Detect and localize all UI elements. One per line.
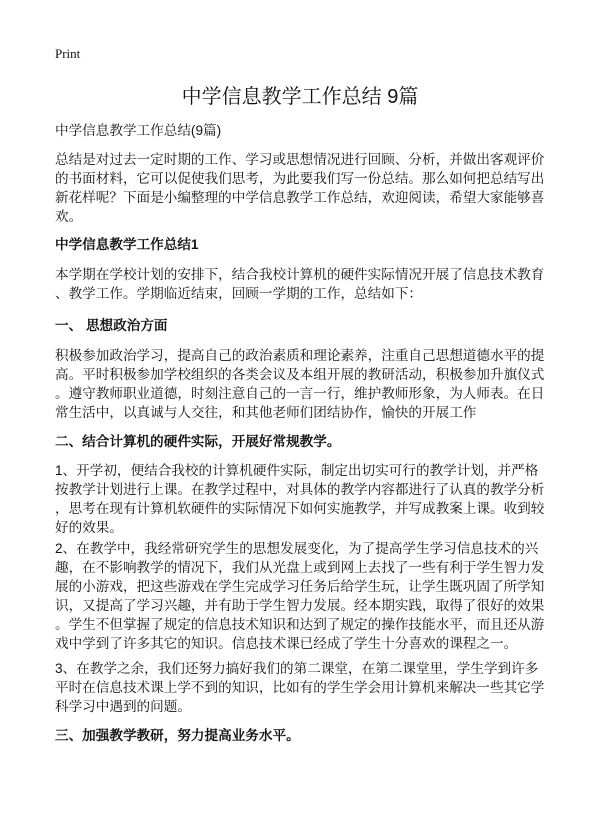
text-line: 常生活中，以真诚与人交往，和其他老师们团结协作，愉快的开展工作: [55, 405, 477, 420]
text-line: 积极参加政治学习，提高自己的政治素质和理论素养，注重自己思想道德水平的提: [55, 348, 545, 363]
text-line: 新花样呢？下面是小编整理的中学信息教学工作总结，欢迎阅读，希望大家能够喜: [55, 190, 545, 205]
paragraph: [55, 659, 555, 716]
paragraph: [55, 265, 555, 303]
text-line: 总结是对过去一定时期的工作、学习或思想情况进行回顾、分析，并做出客观评价: [55, 152, 545, 167]
intro-paragraph: [55, 150, 555, 226]
text-line: 3、在教学之余，我们还努力搞好我们的第二课堂，在第二课堂里，学生学到许多: [55, 661, 539, 676]
text-line: 识，又提高了学习兴趣，并有助于学生智力发展。经本期实践，取得了很好的效果: [55, 598, 545, 613]
text-line: 本学期在学校计划的安排下，结合我校计算机的硬件实际情况开展了信息技术教育: [55, 267, 545, 282]
text-line: 、教学工作。学期临近结束，回顾一学期的工作，总结如下：: [55, 286, 423, 301]
text-line: 的书面材料，它可以促使我们思考，为此要我们写一份总结。那么如何把总结写出: [55, 171, 545, 186]
section-heading: 一、 思想政治方面: [55, 318, 168, 333]
text-line: 科学习中遇到的问题。: [55, 699, 191, 714]
text-line: 展的小游戏，把这些游戏在学生完成学习任务后给学生玩，让学生既巩固了所学知: [55, 579, 545, 594]
paragraph: [55, 539, 555, 653]
text-line: 1、开学初，便结合我校的计算机硬件实际，制定出切实可行的教学计划，并严格: [55, 463, 539, 478]
text-line: ，思考在现有计算机软硬件的实际情况下如何实施教学，并写成教案上课。收到较: [55, 501, 545, 516]
section-heading: 二、结合计算机的硬件实际，开展好常规教学。: [55, 434, 341, 449]
text-line: 戏中学到了许多其它的知识。信息技术课已经成了学生十分喜欢的课程之一。: [55, 636, 518, 651]
paragraph: [55, 461, 555, 537]
text-line: 趣，在不影响教学的情况下，我们从光盘上或到网上去找了一些有利于学生智力发: [55, 560, 545, 575]
text-line: 平时在信息技术课上学不到的知识，比如有的学生学会用计算机来解决一些其它学: [55, 680, 545, 695]
text-line: 2、在教学中，我经常研究学生的思想发展变化，为了提高学生学习信息技术的兴: [55, 541, 539, 556]
text-line: 高。平时积极参加学校组织的各类会议及本组开展的教研活动，积极参加升旗仪式: [55, 367, 545, 382]
text-line: 。遵守教师职业道德，时刻注意自己的一言一行，维护教师形象，为人师表。在日: [55, 386, 545, 401]
text-line: 。学生不但掌握了规定的信息技术知识和达到了规定的操作技能水平，而且还从游: [55, 617, 545, 632]
article-heading: 中学信息教学工作总结1: [55, 237, 199, 252]
text-line: 好的效果。: [55, 520, 123, 535]
paragraph: [55, 346, 555, 422]
text-line: 欢。: [55, 209, 83, 224]
section-heading: 三、加强教学教研，努力提高业务水平。: [55, 728, 300, 743]
text-line: 按教学计划进行上课。在教学过程中，对具体的教学内容都进行了认真的教学分析: [55, 482, 545, 497]
print-link[interactable]: Print: [55, 46, 81, 61]
subtitle: 中学信息教学工作总结(9篇): [55, 123, 222, 138]
page-title: 中学信息教学工作总结 9篇: [181, 86, 419, 108]
